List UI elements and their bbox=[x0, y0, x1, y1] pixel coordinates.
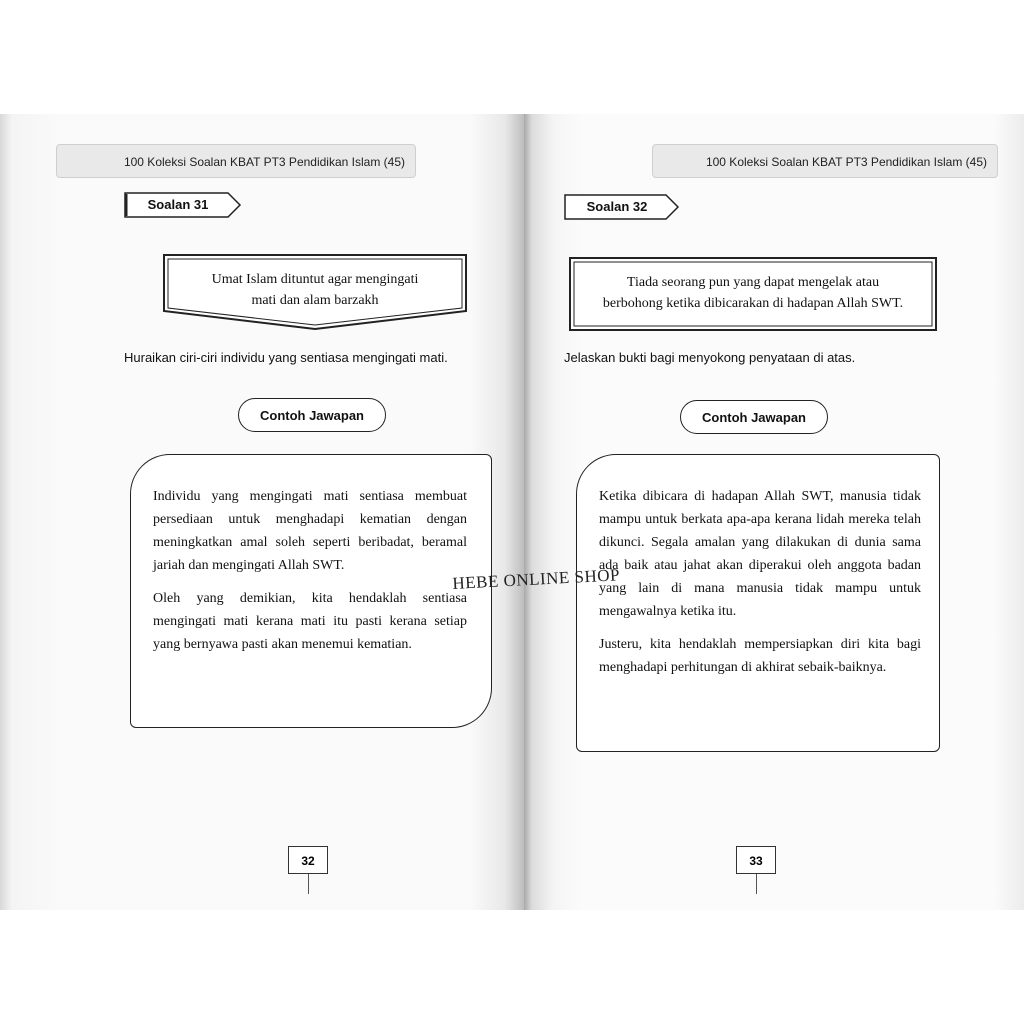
left-page bbox=[0, 114, 524, 910]
open-book bbox=[0, 114, 1024, 910]
left-question: Huraikan ciri-ciri individu yang sentiasa mengingati mati. bbox=[124, 350, 448, 365]
right-soalan-tag bbox=[564, 194, 680, 220]
left-statement-text bbox=[162, 269, 468, 311]
right-statement-line-1: Tiada seorang pun yang dapat mengelak atau bbox=[626, 275, 880, 290]
right-statement-text bbox=[568, 272, 938, 314]
left-soalan-tag bbox=[124, 192, 242, 218]
right-answer-paragraph-2: Justeru, kita hendaklah mempersiapkan diri kita bagi menghadapi perhitungan di akhirat sebaik-baiknya. bbox=[599, 637, 921, 675]
watermark-text: HEBE ONLINE SHOP bbox=[452, 565, 621, 593]
right-statement-line-2: berbohong ketika dibicarakan di hadapan Allah SWT. bbox=[602, 296, 904, 311]
right-page-header: 100 Koleksi Soalan KBAT PT3 Pendidikan Islam (45) bbox=[652, 144, 998, 178]
left-statement-line-2: mati dan alam barzakh bbox=[251, 293, 379, 308]
left-page-header: 100 Koleksi Soalan KBAT PT3 Pendidikan Islam (45) bbox=[56, 144, 416, 178]
right-answer-paragraph-1: Ketika dibicara di hadapan Allah SWT, manusia tidak mampu untuk berkata apa-apa kerana lidah mereka telah dikunci. Segala amalan yang dilakukan di dunia sama ada baik atau jahat akan diperakui oleh anggota badan yang lain di mana manusia tidak mampu untuk mengawalnya ketika itu. bbox=[599, 489, 921, 619]
right-soalan-label: Soalan 32 bbox=[586, 199, 648, 214]
right-page-number-line bbox=[756, 874, 757, 894]
left-answer-paragraph-1: Individu yang mengingati mati sentiasa membuat persediaan untuk menghadapi kematian dengan meningkatkan amal soleh seperti beribadat, beramal jariah dan mengingati Allah SWT. bbox=[153, 489, 467, 573]
left-page-number-line bbox=[308, 874, 309, 894]
left-contoh-jawapan-label: Contoh Jawapan bbox=[238, 398, 386, 432]
right-answer-box bbox=[576, 454, 940, 752]
left-statement-line-1: Umat Islam dituntut agar mengingati bbox=[211, 272, 419, 287]
left-answer-paragraph-2: Oleh yang demikian, kita hendaklah sentiasa mengingati mati kerana mati itu pasti kerana setiap yang bernyawa pasti akan menemui kematian. bbox=[153, 591, 467, 652]
left-soalan-label: Soalan 31 bbox=[147, 197, 209, 212]
right-question: Jelaskan bukti bagi menyokong penyataan di atas. bbox=[564, 350, 856, 365]
right-page-number: 33 bbox=[736, 846, 776, 874]
left-answer-box bbox=[130, 454, 492, 728]
right-contoh-jawapan-label: Contoh Jawapan bbox=[680, 400, 828, 434]
left-statement-box bbox=[162, 253, 468, 333]
right-page bbox=[524, 114, 1024, 910]
right-statement-box bbox=[568, 256, 938, 332]
left-page-number: 32 bbox=[288, 846, 328, 874]
